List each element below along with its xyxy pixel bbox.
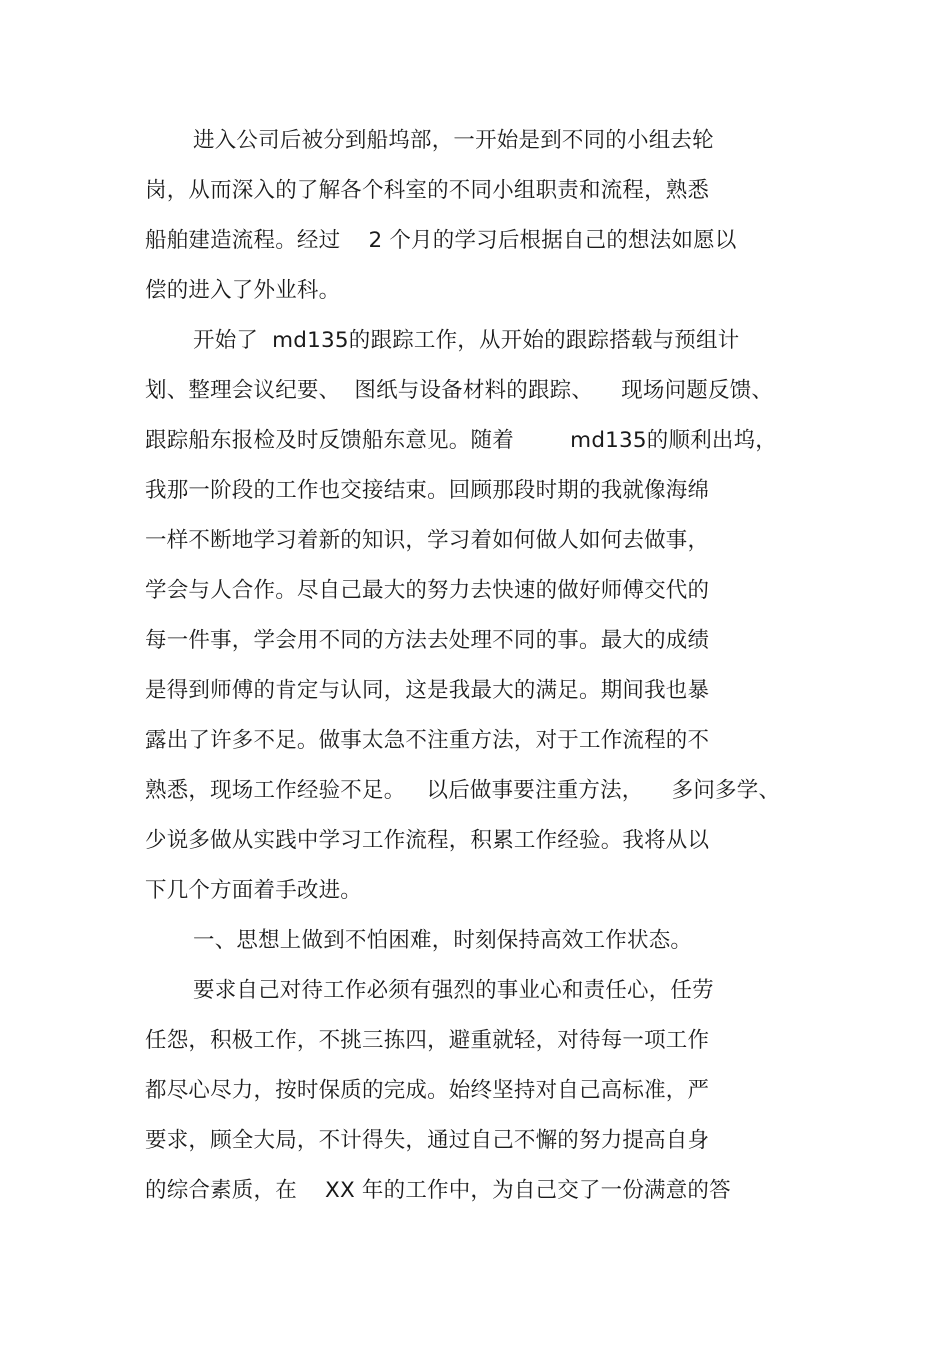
- text-line: 我那一阶段的工作也交接结束。回顾那段时期的我就像海绵: [145, 478, 710, 503]
- text-line: 一样不断地学习着新的知识，学习着如何做人如何去做事，: [145, 528, 710, 553]
- text-line: 岗，从而深入的了解各个科室的不同小组职责和流程，熟悉: [145, 178, 710, 203]
- text-line: 每一件事，学会用不同的方法去处理不同的事。最大的成绩: [145, 628, 710, 653]
- text-line: 的综合素质，在 XX 年的工作中，为自己交了一份满意的答: [145, 1178, 731, 1203]
- text-line: 要求，顾全大局，不计得失，通过自己不懈的努力提高自身: [145, 1128, 710, 1153]
- text-line: 划、整理会议纪要、 图纸与设备材料的跟踪、 现场问题反馈、: [145, 378, 774, 403]
- text-line: 开始了 md135的跟踪工作，从开始的跟踪搭载与预组计: [193, 328, 740, 353]
- text-line: 跟踪船东报检及时反馈船东意见。随着 md135的顺利出坞，: [145, 428, 778, 453]
- text-line: 偿的进入了外业科。: [145, 278, 341, 303]
- text-line: 任怨，积极工作，不挑三拣四，避重就轻，对待每一项工作: [145, 1028, 710, 1053]
- text-line: 一、思想上做到不怕困难，时刻保持高效工作状态。: [193, 928, 693, 953]
- text-line: 少说多做从实践中学习工作流程，积累工作经验。我将从以: [145, 828, 710, 853]
- text-line: 要求自己对待工作必须有强烈的事业心和责任心，任劳: [193, 978, 714, 1003]
- text-line: 是得到师傅的肯定与认同，这是我最大的满足。期间我也暴: [145, 678, 710, 703]
- text-line: 学会与人合作。尽自己最大的努力去快速的做好师傅交代的: [145, 578, 710, 603]
- text-line: 露出了许多不足。做事太急不注重方法，对于工作流程的不: [145, 728, 710, 753]
- text-line: 熟悉，现场工作经验不足。 以后做事要注重方法， 多问多学、: [145, 778, 781, 803]
- text-line: 进入公司后被分到船坞部，一开始是到不同的小组去轮: [193, 128, 714, 153]
- text-line: 船舶建造流程。经过 2 个月的学习后根据自己的想法如愿以: [145, 228, 737, 253]
- text-line: 都尽心尽力，按时保质的完成。始终坚持对自己高标准，严: [145, 1078, 710, 1103]
- text-line: 下几个方面着手改进。: [145, 878, 363, 903]
